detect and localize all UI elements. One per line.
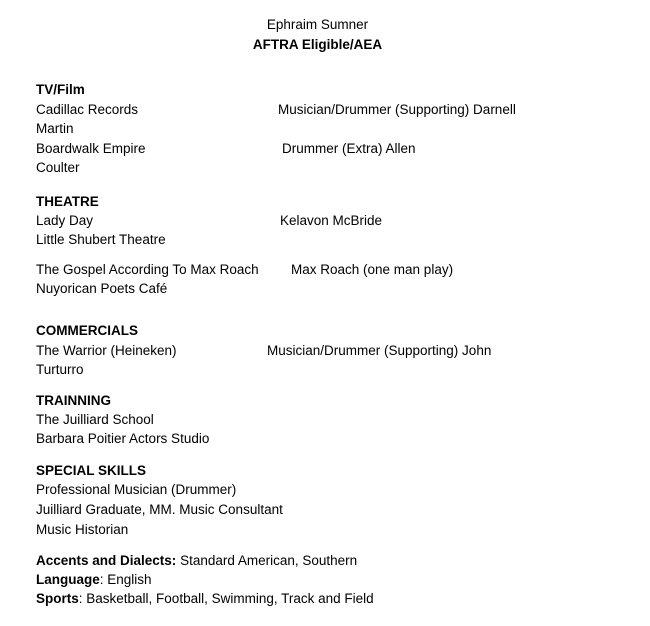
credit-row (0, 211, 650, 231)
language-value: : English (99, 572, 152, 587)
skill-item: Music Historian (36, 522, 129, 537)
skill-item: Professional Musician (Drummer) (36, 482, 237, 497)
credit-role: Musician/Drummer (Supporting) John (267, 343, 492, 358)
language-line (36, 570, 152, 590)
section-heading-commercials: COMMERCIALS (36, 323, 138, 338)
union-credential: AFTRA Eligible/AEA (252, 37, 383, 52)
training-item: Barbara Poitier Actors Studio (36, 431, 210, 446)
section-heading-training: TRAINNING (36, 393, 111, 408)
accents-dialects-label: Accents and Dialects: (36, 553, 177, 568)
credit-row (0, 100, 650, 120)
language-label: Language (36, 572, 100, 587)
sports-value: : Basketball, Football, Swimming, Track and Field (78, 591, 374, 606)
credit-row (0, 260, 650, 280)
section-heading-special-skills: SPECIAL SKILLS (36, 463, 147, 478)
credit-role-wrap: Coulter (36, 160, 80, 175)
credit-venue: Little Shubert Theatre (36, 232, 166, 247)
credit-role: Musician/Drummer (Supporting) Darnell (278, 102, 516, 117)
credit-title: The Warrior (Heineken) (36, 343, 177, 358)
credit-role: Kelavon McBride (280, 213, 383, 228)
credit-title: Lady Day (36, 213, 94, 228)
credit-role-wrap: Turturro (36, 362, 84, 377)
credit-row (0, 139, 650, 159)
sports-line (36, 589, 374, 609)
resume-name: Ephraim Sumner (266, 17, 369, 32)
credit-role: Drummer (Extra) Allen (282, 141, 416, 156)
accents-dialects-line (36, 551, 357, 571)
credit-venue: Nuyorican Poets Café (36, 281, 168, 296)
credit-row (0, 341, 650, 361)
credit-title: Boardwalk Empire (36, 141, 146, 156)
section-heading-tv-film: TV/Film (36, 82, 85, 97)
credit-role: Max Roach (one man play) (291, 262, 454, 277)
credit-title: Cadillac Records (36, 102, 139, 117)
training-item: The Juilliard School (36, 412, 154, 427)
section-heading-theatre: THEATRE (36, 194, 99, 209)
credit-title: The Gospel According To Max Roach (36, 262, 259, 277)
skill-item: Juilliard Graduate, MM. Music Consultant (36, 502, 283, 517)
sports-label: Sports (36, 591, 79, 606)
credit-role-wrap: Martin (36, 121, 74, 136)
accents-dialects-value: Standard American, Southern (176, 553, 358, 568)
